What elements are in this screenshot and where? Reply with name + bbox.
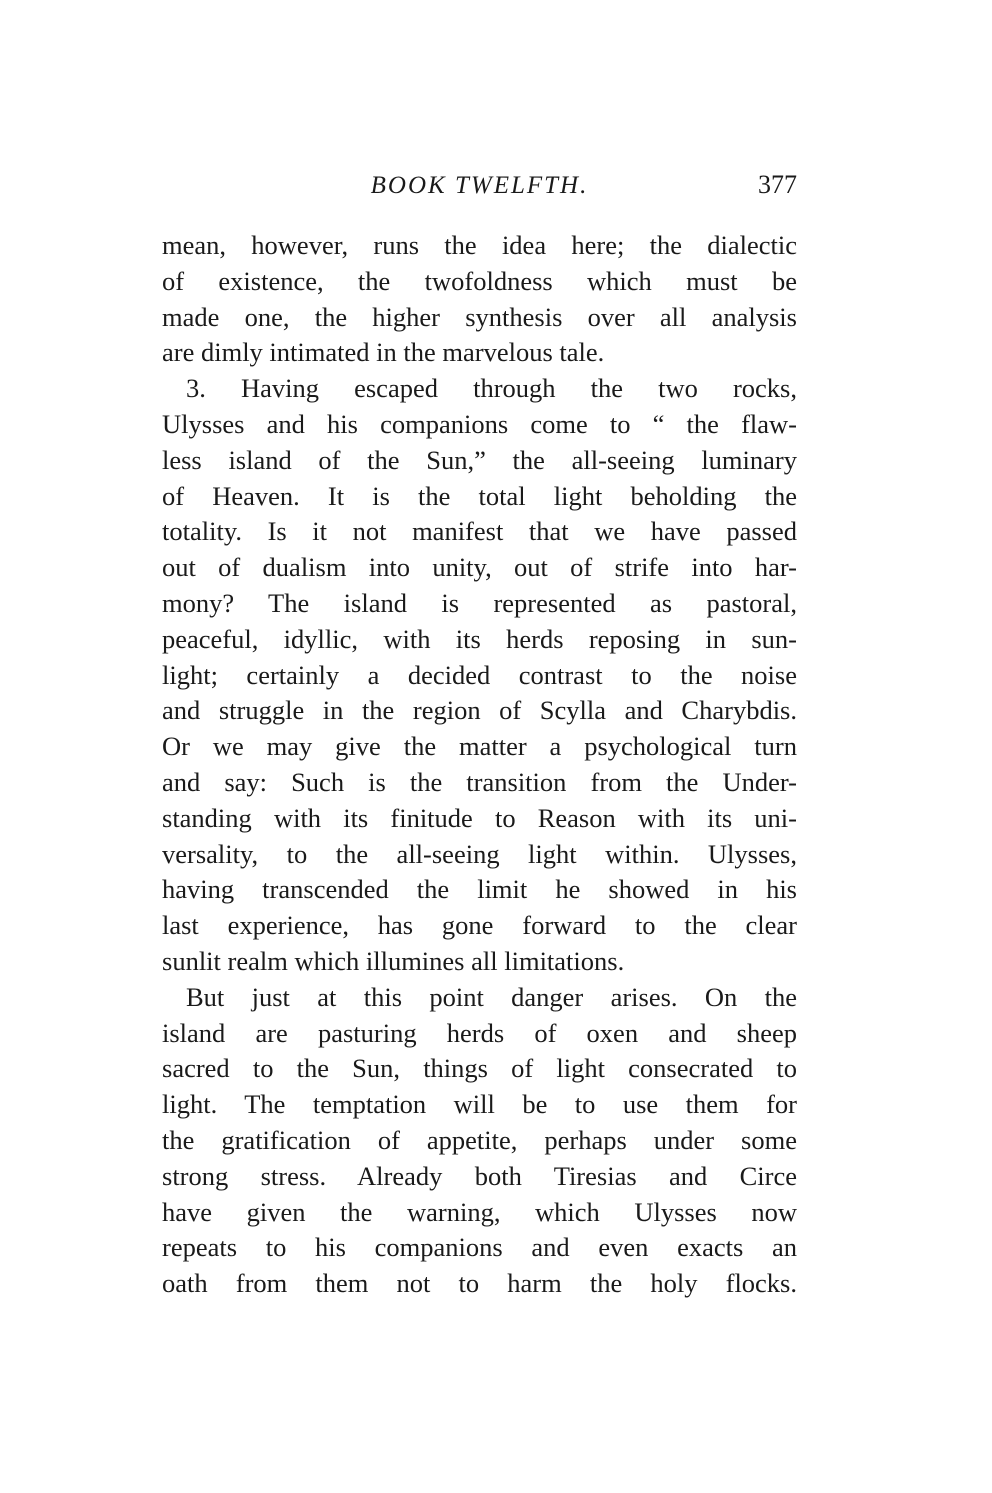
body-text [162,228,797,1302]
text-line: mean, however, runs the idea here; the dialectic [162,230,797,260]
text-line: Ulysses and his companions come to “ the flaw- [162,408,797,439]
running-head [162,170,797,210]
text-line: standing with its finitude to Reason with its uni- [162,802,797,833]
text-line: having transcended the limit he showed in his [162,874,797,905]
page-number: 377 [758,170,797,199]
text-line: peaceful, idyllic, with its herds reposing in sun- [162,623,797,654]
text-line: But just at this point danger arises. On the [186,981,797,1012]
text-line: sacred to the Sun, things of light consecrated to [162,1053,797,1084]
text-line: less island of the Sun,” the all-seeing luminary [162,444,797,475]
text-line: sunlit realm which illumines all limitations. [162,945,625,976]
text-line: oath from them not to harm the holy flocks. [162,1268,797,1299]
text-line: totality. Is it not manifest that we have passed [162,516,797,547]
text-line: light; certainly a decided contrast to the noise [162,659,797,690]
text-line: mony? The island is represented as pastoral, [162,587,797,618]
text-line: Or we may give the matter a psychological turn [162,731,797,762]
running-title: BOOK TWELFTH. [370,172,589,199]
text-line: the gratification of appetite, perhaps under some [162,1124,797,1155]
text-line: are dimly intimated in the marvelous tale. [162,337,605,368]
text-line: and struggle in the region of Scylla and Charybdis. [162,695,797,726]
text-line: out of dualism into unity, out of strife into har- [162,552,797,583]
text-line: 3. Having escaped through the two rocks, [186,373,797,404]
text-line: of existence, the twofoldness which must be [162,265,797,296]
text-line: last experience, has gone forward to the clear [162,910,797,941]
text-line: repeats to his companions and even exacts an [162,1232,797,1263]
text-line: have given the warning, which Ulysses now [162,1196,797,1227]
text-line: of Heaven. It is the total light beholding the [162,480,797,511]
text-line: versality, to the all-seeing light within. Ulysses, [162,838,797,869]
text-line: strong stress. Already both Tiresias and Circe [162,1160,797,1191]
text-line: island are pasturing herds of oxen and sheep [162,1017,797,1048]
text-line: and say: Such is the transition from the Under- [162,766,797,797]
text-line: light. The temptation will be to use them for [162,1089,797,1120]
text-line: made one, the higher synthesis over all analysis [162,301,797,332]
